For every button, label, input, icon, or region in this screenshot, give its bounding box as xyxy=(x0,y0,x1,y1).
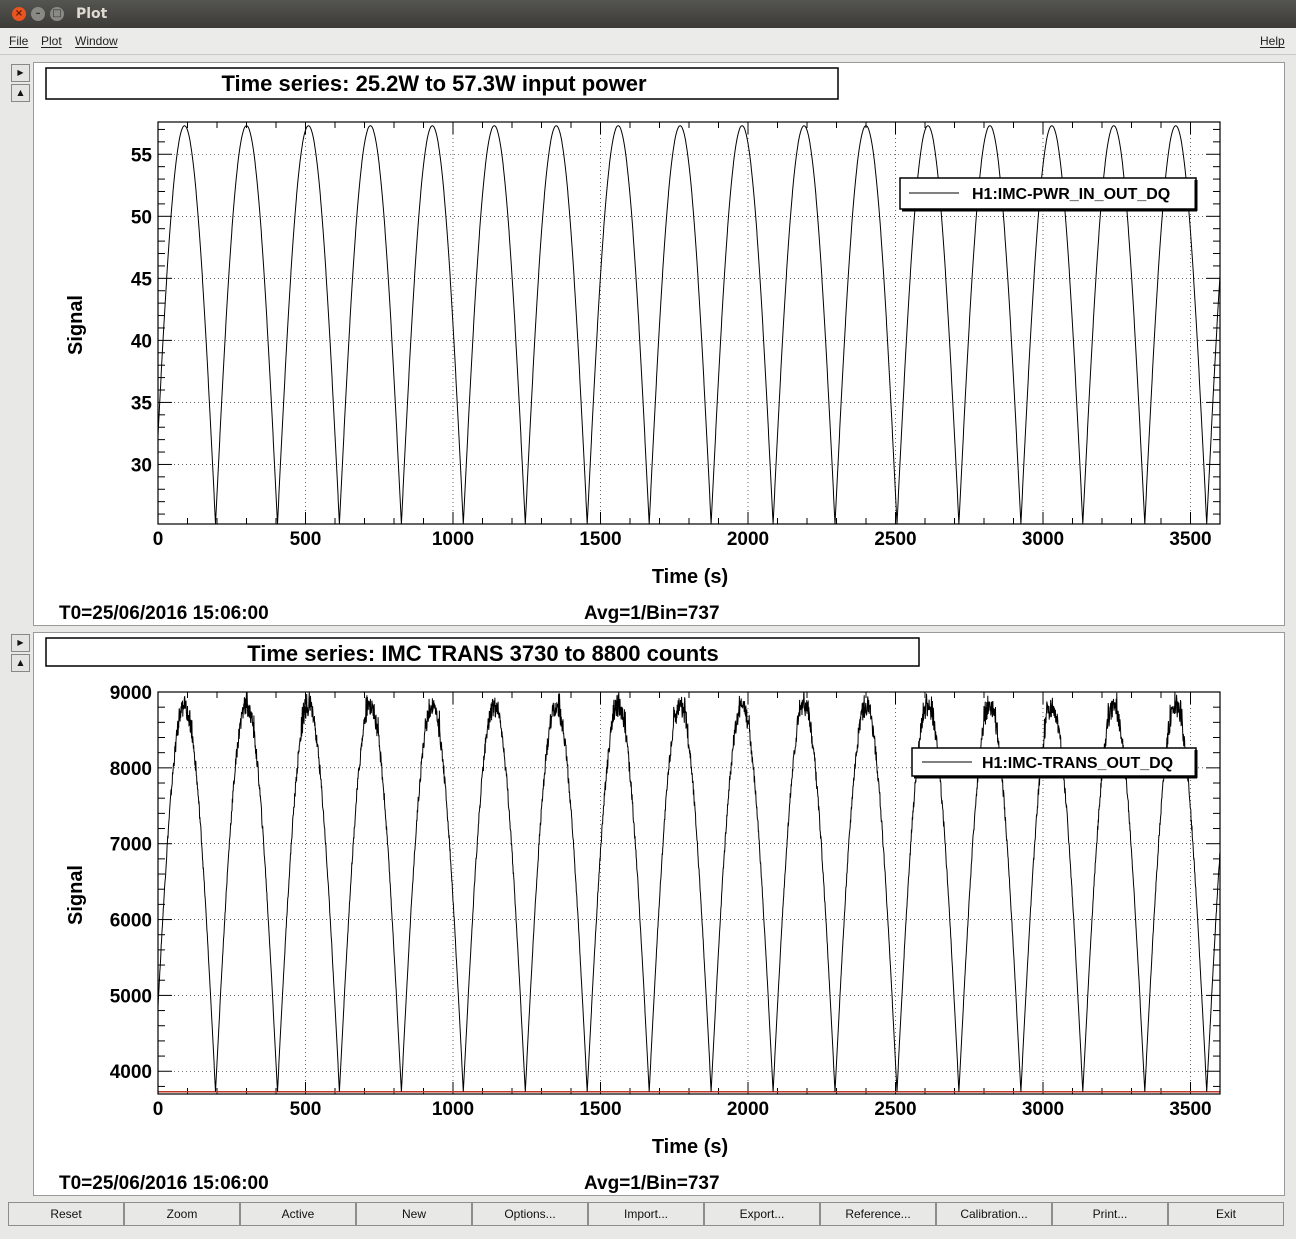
y-tick-label: 40 xyxy=(130,331,152,353)
exit-button[interactable]: Exit xyxy=(1168,1202,1284,1226)
pane1-next-icon[interactable]: ▶ xyxy=(11,64,30,82)
y-tick-label: 9000 xyxy=(109,683,152,704)
y-tick-label: 50 xyxy=(130,207,152,229)
x-tick-label: 3000 xyxy=(1021,529,1065,550)
menu-bar xyxy=(0,28,1296,55)
chart-1-avg: Avg=1/Bin=737 xyxy=(584,603,720,624)
export-button[interactable]: Export... xyxy=(704,1202,820,1226)
y-tick-label: 5000 xyxy=(109,986,152,1008)
y-tick-label: 6000 xyxy=(109,910,152,932)
bottom-toolbar xyxy=(8,1202,1288,1227)
x-tick-label: 1000 xyxy=(431,529,475,550)
minimize-icon[interactable]: – xyxy=(31,7,45,21)
calibration-button[interactable]: Calibration... xyxy=(936,1202,1052,1226)
chart-2-avg: Avg=1/Bin=737 xyxy=(584,1173,720,1194)
pane2-next-icon[interactable]: ▶ xyxy=(11,634,30,652)
chart-1-legend-label: H1:IMC-PWR_IN_OUT_DQ xyxy=(972,186,1171,203)
x-tick-label: 1000 xyxy=(431,1099,475,1120)
y-tick-label: 8000 xyxy=(109,758,152,780)
reset-button[interactable]: Reset xyxy=(8,1202,124,1226)
pane1-up-icon[interactable]: ▲ xyxy=(11,84,30,102)
x-tick-label: 1500 xyxy=(579,529,622,550)
import-button[interactable]: Import... xyxy=(588,1202,704,1226)
y-tick-label: 55 xyxy=(130,145,152,167)
x-tick-label: 1500 xyxy=(579,1099,622,1120)
y-tick-label: 4000 xyxy=(109,1062,152,1084)
close-icon[interactable]: × xyxy=(12,7,26,21)
chart-2-ylabel: Signal xyxy=(65,864,87,926)
plot-pane-1[interactable] xyxy=(33,62,1285,626)
y-tick-label: 30 xyxy=(130,455,152,477)
x-tick-label: 500 xyxy=(289,529,322,550)
chart-2-title: Time series: IMC TRANS 3730 to 8800 counts xyxy=(247,641,719,666)
y-tick-label: 35 xyxy=(130,393,152,415)
chart-1-xlabel: Time (s) xyxy=(651,566,729,588)
menu-window[interactable]: Window xyxy=(75,34,118,48)
chart-1-t0: T0=25/06/2016 15:06:00 xyxy=(59,603,269,624)
chart-2-t0: T0=25/06/2016 15:06:00 xyxy=(59,1173,269,1194)
chart-1-title: Time series: 25.2W to 57.3W input power xyxy=(221,71,647,96)
new-button[interactable]: New xyxy=(356,1202,472,1226)
chart-2 xyxy=(34,633,1284,1195)
y-tick-label: 7000 xyxy=(109,834,152,856)
menu-file[interactable]: File xyxy=(9,34,29,48)
x-tick-label: 3500 xyxy=(1169,529,1212,550)
menu-plot[interactable]: Plot xyxy=(41,34,62,48)
x-tick-label: 3500 xyxy=(1169,1099,1212,1120)
chart-1 xyxy=(34,63,1284,625)
chart-1-ylabel: Signal xyxy=(65,294,87,356)
x-tick-label: 2000 xyxy=(726,1099,770,1120)
plot-pane-2[interactable] xyxy=(33,632,1285,1196)
options-button[interactable]: Options... xyxy=(472,1202,588,1226)
menu-help[interactable]: Help xyxy=(1260,34,1285,48)
x-tick-label: 2500 xyxy=(874,1099,917,1120)
window-titlebar xyxy=(0,0,1296,28)
y-tick-label: 45 xyxy=(130,269,152,291)
reference-button[interactable]: Reference... xyxy=(820,1202,936,1226)
print-button[interactable]: Print... xyxy=(1052,1202,1168,1226)
x-tick-label: 0 xyxy=(152,1099,164,1120)
x-tick-label: 2000 xyxy=(726,529,770,550)
x-tick-label: 3000 xyxy=(1021,1099,1065,1120)
x-tick-label: 2500 xyxy=(874,529,917,550)
x-tick-label: 500 xyxy=(289,1099,322,1120)
zoom-button[interactable]: Zoom xyxy=(124,1202,240,1226)
chart-2-xlabel: Time (s) xyxy=(651,1136,729,1158)
pane2-up-icon[interactable]: ▲ xyxy=(11,654,30,672)
active-button[interactable]: Active xyxy=(240,1202,356,1226)
chart-2-legend-label: H1:IMC-TRANS_OUT_DQ xyxy=(982,755,1174,772)
x-tick-label: 0 xyxy=(152,529,164,550)
window-title: Plot xyxy=(76,6,108,22)
maximize-icon[interactable]: □ xyxy=(50,7,64,21)
